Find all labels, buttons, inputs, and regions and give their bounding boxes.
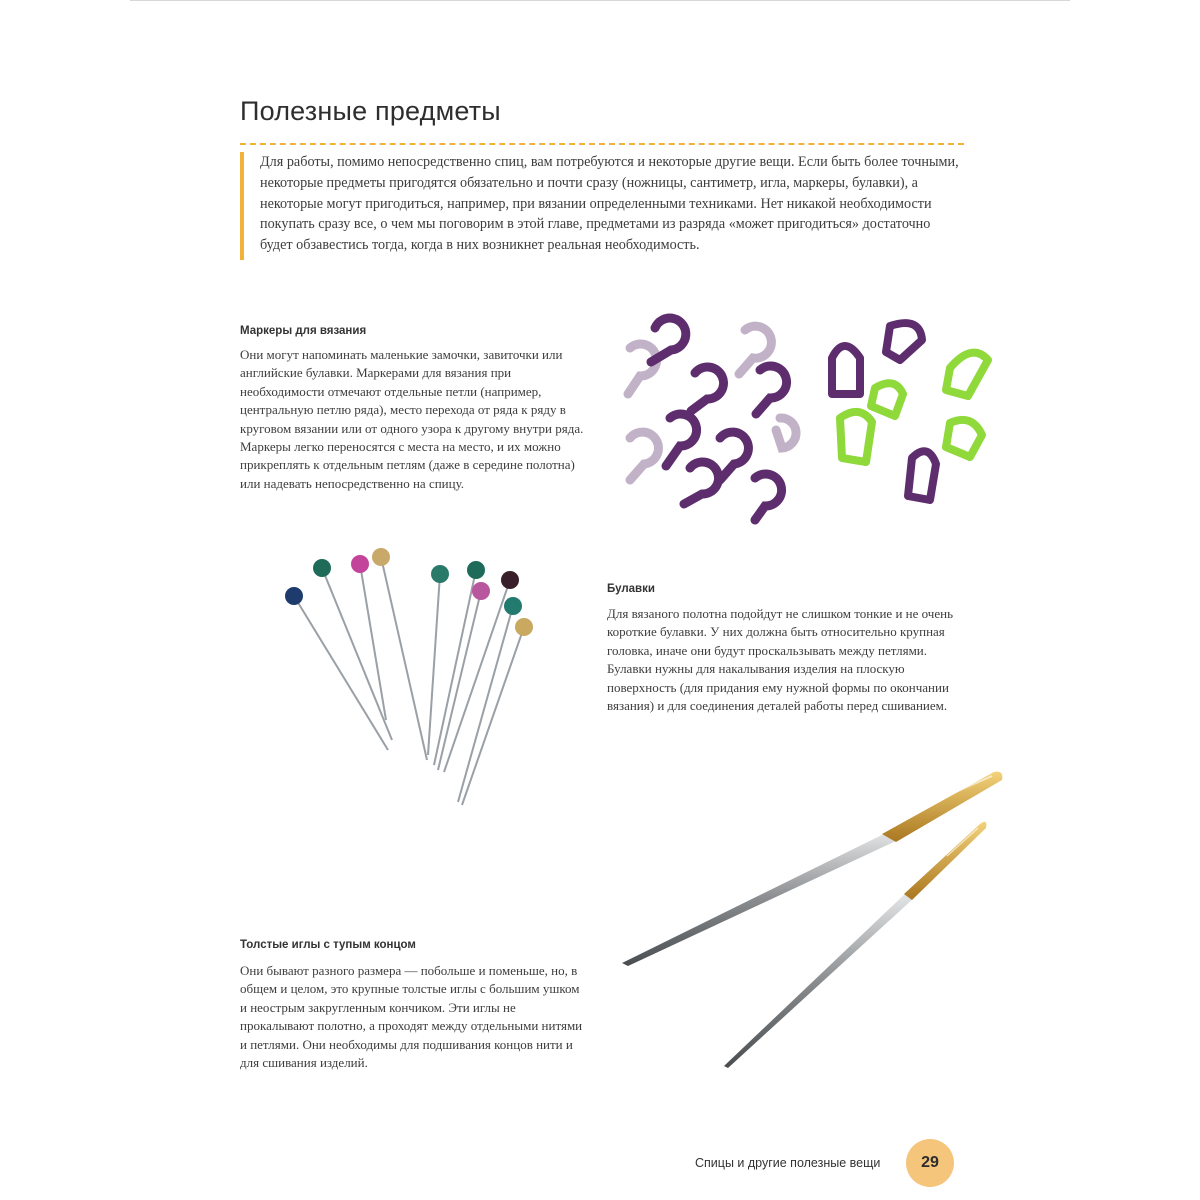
pins-text: Для вязаного полотна подойдут не слишком тонкие и не очень короткие булавки. У них должна быть относительно крупная головка, иначе они будут проскальзывать между петлями. Булавки нужны для накалывания изделия на плоскую поверхность (для придания ему нужной формы по окончании вязания) и для соединения деталей работы перед сшиванием.	[607, 606, 953, 714]
pins-photo	[270, 540, 550, 815]
needles-text: Они бывают разного размера — побольше и поменьше, но, в общем и целом, это крупные толстые иглы с большим ушком и неострым закругленным кончиком. Эти иглы не прокалывают полотно, а проходят между отдельными нитями и петлями. Они необходимы для подшивания концов нити и для сшивания изделий.	[240, 963, 583, 1071]
chapter-footer: Спицы и другие полезные вещи	[695, 1156, 881, 1170]
pins-text-block	[607, 605, 959, 715]
markers-heading: Маркеры для вязания	[240, 325, 367, 337]
pin-shafts	[294, 557, 524, 805]
needle-large	[622, 772, 1002, 966]
page-edge-line	[130, 0, 1070, 1]
markers-text: Они могут напоминать маленькие замочки, завиточки или английские булавки. Маркерами для вязания при необходимости отмечают отдельные петли (например, центральную петлю ряда), место перехода от ряда к ряду в круговом вязании или от одного узора к другому внутри ряда. Маркеры легко переносятся с места на место, и их можно прикреплять к отдельным петлям (даже в середине полотна) или надевать непосредственно на спицу.	[240, 347, 584, 491]
page-number: 29	[921, 1154, 939, 1171]
stitch-markers-photo	[600, 308, 1020, 530]
needles-heading: Толстые иглы с тупым концом	[240, 939, 416, 951]
title-dashed-rule	[240, 143, 964, 145]
intro-block	[240, 152, 965, 260]
markers-text-block	[240, 346, 590, 493]
needles-text-block	[240, 962, 585, 1072]
page-number-badge	[906, 1139, 954, 1187]
pins-heading: Булавки	[607, 583, 655, 595]
page-title: Полезные предметы	[240, 96, 501, 126]
intro-text: Для работы, помимо непосредственно спиц, вам потребуются и некоторые другие вещи. Если быть более точными, некоторые предметы пригодятся обязательно и почти сразу (ножницы, сантиметр, игла, маркеры, булавки), а некоторые могут пригодиться, например, при вязании определенными техниками. Нет никакой необходимости покупать сразу все, о чем мы поговорим в этой главе, предметами из разряда «может пригодиться» достаточно будет обзавестись тогда, когда в них возникнет реальная необходимость.	[260, 154, 959, 254]
tapestry-needles-photo	[612, 760, 1012, 1080]
